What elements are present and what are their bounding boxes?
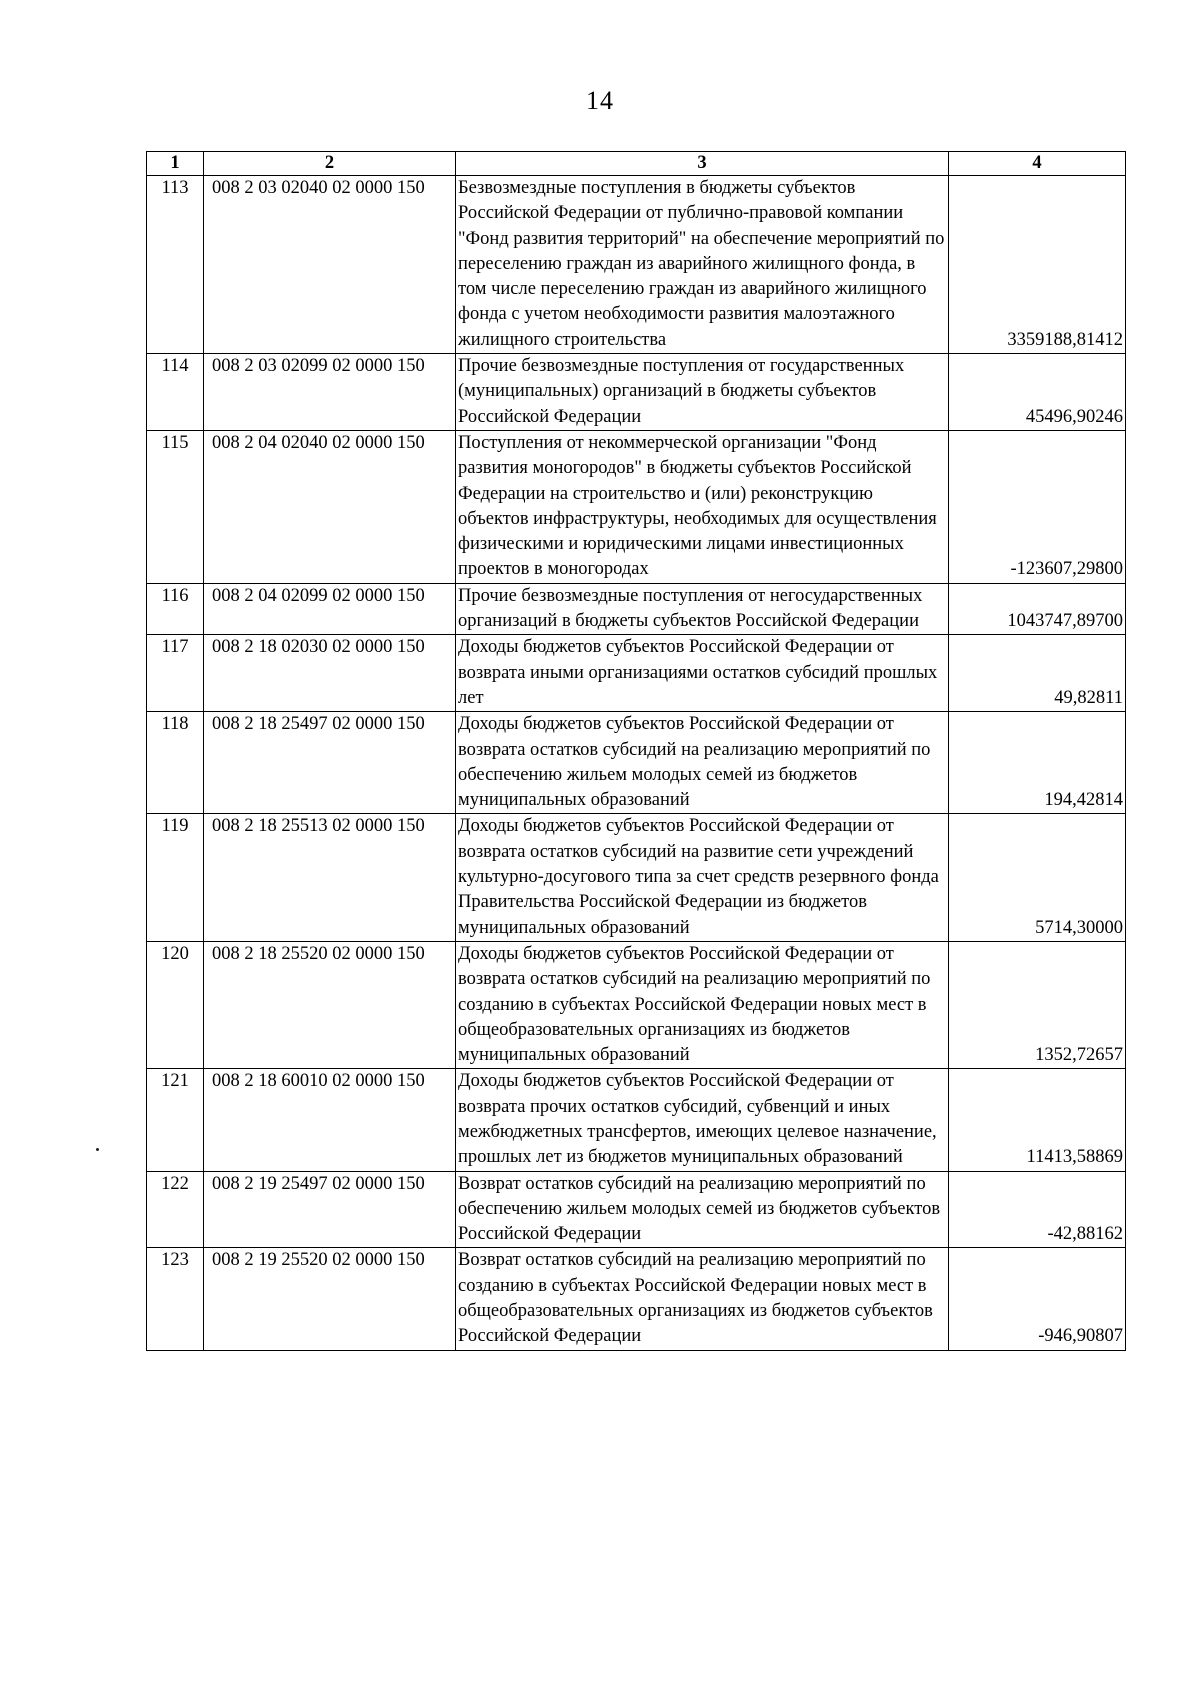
- row-number: 117: [147, 635, 204, 712]
- amount: 1352,72657: [949, 941, 1126, 1068]
- amount: 45496,90246: [949, 354, 1126, 431]
- row-number: 123: [147, 1248, 204, 1350]
- amount: 1043747,89700: [949, 583, 1126, 635]
- revenue-description: Доходы бюджетов субъектов Российской Федерации от возврата остатков субсидий на развитие сети учреждений культурно-досугового типа за счет средств резервного фонда Правительства Российской Федерации из бюджетов муниципальных образований: [456, 814, 949, 941]
- budget-code: 008 2 04 02040 02 0000 150: [204, 430, 456, 583]
- budget-code: 008 2 19 25520 02 0000 150: [204, 1248, 456, 1350]
- row-number: 119: [147, 814, 204, 941]
- row-number: 120: [147, 941, 204, 1068]
- row-number: 121: [147, 1069, 204, 1171]
- row-number: 116: [147, 583, 204, 635]
- revenue-table: [146, 151, 1126, 1351]
- row-number: 118: [147, 712, 204, 814]
- budget-code: 008 2 18 60010 02 0000 150: [204, 1069, 456, 1171]
- column-header-1: 1: [147, 152, 204, 176]
- revenue-description: Доходы бюджетов субъектов Российской Федерации от возврата остатков субсидий на реализацию мероприятий по созданию в субъектах Российской Федерации новых мест в общеобразовательных организациях из бюджетов муниципальных образований: [456, 941, 949, 1068]
- column-header-4: 4: [949, 152, 1126, 176]
- table-row: [147, 1248, 1126, 1350]
- revenue-description: Поступления от некоммерческой организации "Фонд развития моногородов" в бюджеты субъектов Российской Федерации на строительство и (или) реконструкцию объектов инфраструктуры, необходимых для осуществления физическими и юридическими лицами инвестиционных проектов в моногородах: [456, 430, 949, 583]
- revenue-description: Прочие безвозмездные поступления от негосударственных организаций в бюджеты субъектов Российской Федерации: [456, 583, 949, 635]
- budget-code: 008 2 18 25520 02 0000 150: [204, 941, 456, 1068]
- amount: 3359188,81412: [949, 176, 1126, 354]
- budget-code: 008 2 19 25497 02 0000 150: [204, 1171, 456, 1248]
- row-number: 122: [147, 1171, 204, 1248]
- budget-code: 008 2 03 02099 02 0000 150: [204, 354, 456, 431]
- revenue-description: Доходы бюджетов субъектов Российской Федерации от возврата остатков субсидий на реализацию мероприятий по обеспечению жильем молодых семей из бюджетов муниципальных образований: [456, 712, 949, 814]
- page-number: 14: [586, 86, 614, 115]
- budget-code: 008 2 18 25513 02 0000 150: [204, 814, 456, 941]
- row-number: 113: [147, 176, 204, 354]
- scan-speck: [96, 1148, 99, 1151]
- budget-code: 008 2 18 25497 02 0000 150: [204, 712, 456, 814]
- table-header-row: [147, 152, 1126, 176]
- table-row: [147, 430, 1126, 583]
- amount: -42,88162: [949, 1171, 1126, 1248]
- table-row: [147, 583, 1126, 635]
- amount: 194,42814: [949, 712, 1126, 814]
- revenue-description: Доходы бюджетов субъектов Российской Федерации от возврата прочих остатков субсидий, субвенций и иных межбюджетных трансфертов, имеющих целевое назначение, прошлых лет из бюджетов муниципальных образований: [456, 1069, 949, 1171]
- table-row: [147, 712, 1126, 814]
- column-header-3: 3: [456, 152, 949, 176]
- row-number: 115: [147, 430, 204, 583]
- table-row: [147, 1171, 1126, 1248]
- amount: -123607,29800: [949, 430, 1126, 583]
- revenue-description: Возврат остатков субсидий на реализацию мероприятий по созданию в субъектах Российской Федерации новых мест в общеобразовательных организациях из бюджетов субъектов Российской Федерации: [456, 1248, 949, 1350]
- row-number: 114: [147, 354, 204, 431]
- budget-code: 008 2 18 02030 02 0000 150: [204, 635, 456, 712]
- column-header-2: 2: [204, 152, 456, 176]
- revenue-description: Возврат остатков субсидий на реализацию мероприятий по обеспечению жильем молодых семей из бюджетов субъектов Российской Федерации: [456, 1171, 949, 1248]
- amount: 11413,58869: [949, 1069, 1126, 1171]
- amount: 5714,30000: [949, 814, 1126, 941]
- table-row: [147, 941, 1126, 1068]
- revenue-description: Прочие безвозмездные поступления от государственных (муниципальных) организаций в бюджеты субъектов Российской Федерации: [456, 354, 949, 431]
- table-row: [147, 176, 1126, 354]
- budget-code: 008 2 04 02099 02 0000 150: [204, 583, 456, 635]
- amount: -946,90807: [949, 1248, 1126, 1350]
- table-row: [147, 814, 1126, 941]
- revenue-description: Доходы бюджетов субъектов Российской Федерации от возврата иными организациями остатков субсидий прошлых лет: [456, 635, 949, 712]
- table-row: [147, 635, 1126, 712]
- amount: 49,82811: [949, 635, 1126, 712]
- table-row: [147, 354, 1126, 431]
- revenue-description: Безвозмездные поступления в бюджеты субъектов Российской Федерации от публично-правовой компании "Фонд развития территорий" на обеспечение мероприятий по переселению граждан из аварийного жилищного фонда, в том числе переселению граждан из аварийного жилищного фонда с учетом необходимости развития малоэтажного жилищного строительства: [456, 176, 949, 354]
- budget-code: 008 2 03 02040 02 0000 150: [204, 176, 456, 354]
- table-row: [147, 1069, 1126, 1171]
